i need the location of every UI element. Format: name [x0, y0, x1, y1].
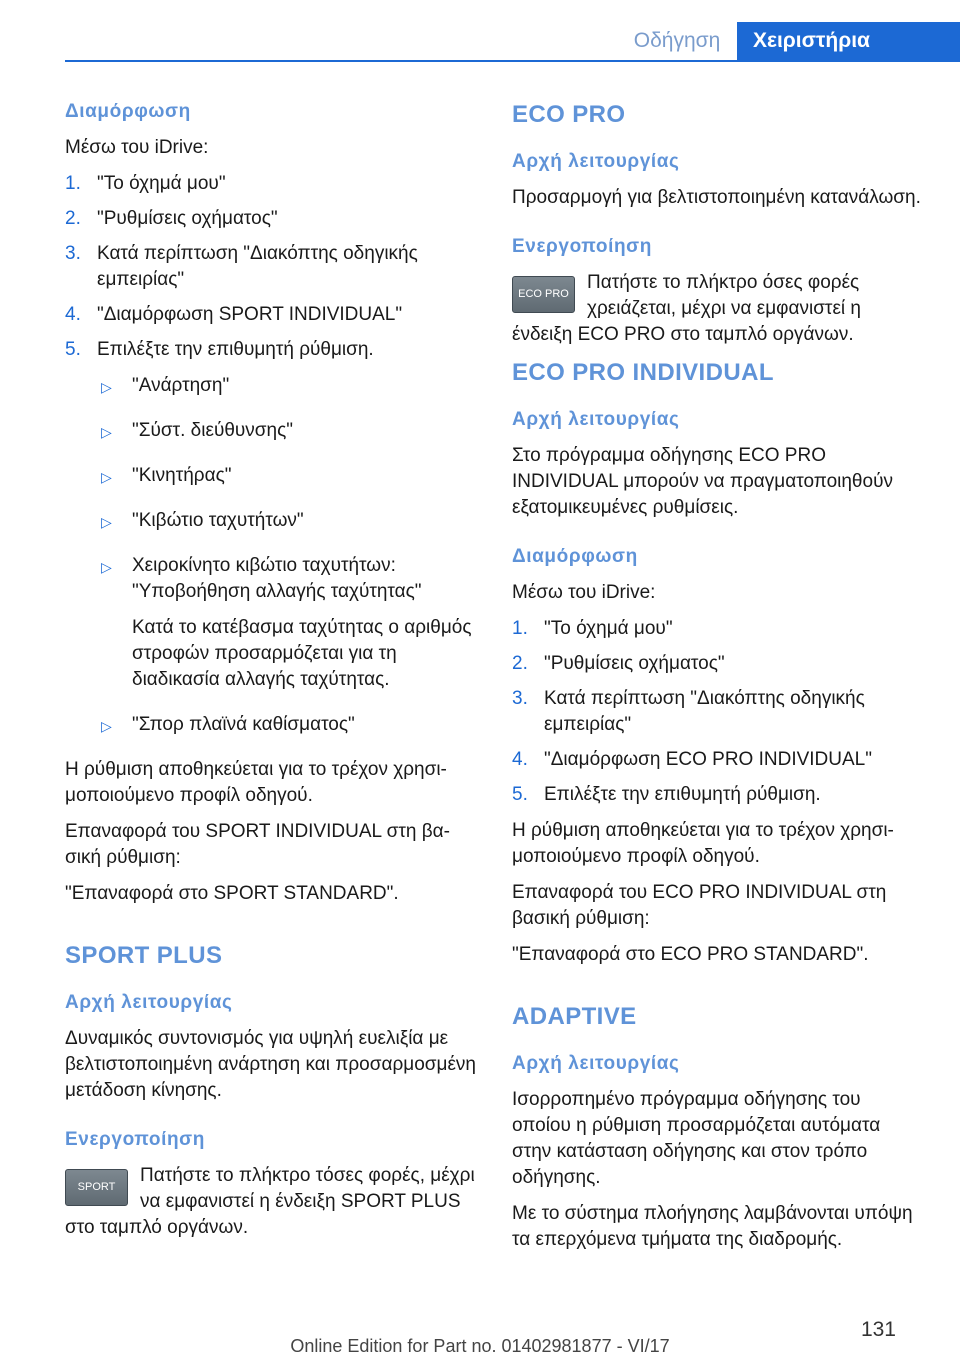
- step-item: 5. Επιλέξτε την επιθυμητή ρύθμιση.: [512, 784, 821, 805]
- step-item: 5. Επιλέξτε την επιθυμητή ρύθμιση.: [65, 339, 374, 360]
- left-column: [65, 100, 477, 1251]
- option-subnote: Κατά το κατέβασμα ταχύτητας ο αριθμός στροφών προσαρμόζεται για τη διαδικασία αλλαγής ταχύτητας.: [132, 617, 472, 690]
- activation-heading: Ενεργοποίηση: [512, 236, 652, 257]
- adaptive-heading: ADAPTIVE: [512, 1003, 637, 1030]
- triangle-bullet-icon: ▷: [101, 424, 112, 440]
- saved-note: Η ρύθμιση αποθηκεύεται για το τρέχον χρησιμοποιούμενο προφίλ οδηγού.: [65, 759, 447, 806]
- config-heading: Διαμόρφωση: [512, 546, 638, 567]
- tab-controls[interactable]: Χειριστήρια: [737, 22, 960, 60]
- eco-activation: [512, 270, 922, 348]
- step-item: 3. Κατά περίπτωση "Διακόπτης οδηγικής εμπειρίας": [512, 688, 865, 735]
- principle-heading: Αρχή λειτουργίας: [512, 409, 680, 430]
- config-heading: Διαμόρφωση: [65, 101, 191, 122]
- right-column: [512, 100, 922, 1263]
- step-item: 2. "Ρυθμίσεις οχήματος": [512, 653, 725, 674]
- adaptive-navigation-note: Με το σύστημα πλοήγησης λαμβάνονται υπόψη τα επερχόμενα τμήματα της διαδρομής.: [512, 1203, 913, 1250]
- reset-note: Επαναφορά του SPORT INDIVIDUAL στη βασική ρύθμιση:: [65, 821, 450, 868]
- page-header: [0, 0, 960, 62]
- eco-pro-button-icon: ECO PRO: [512, 276, 575, 313]
- via-idrive-text: Μέσω του iDrive:: [512, 582, 656, 603]
- eco-activation-text: Πατήστε το πλήκτρο όσες φορές χρειάζεται, μέχρι να εμφανιστεί η ένδειξη ECO PRO στο ταμπλό οργάνων.: [512, 272, 861, 345]
- reset-value: "Επαναφορά στο ECO PRO STANDARD".: [512, 944, 869, 965]
- reset-note: Επαναφορά του ECO PRO INDIVIDUAL στη βασική ρύθμιση:: [512, 882, 887, 929]
- step-item: 3. Κατά περίπτωση "Διακόπτης οδηγικής εμπειρίας": [65, 243, 418, 290]
- saved-note: Η ρύθμιση αποθηκεύεται για το τρέχον χρησιμοποιούμενο προφίλ οδηγού.: [512, 820, 894, 867]
- adaptive-description: Ισορροπημένο πρόγραμμα οδήγησης του οποίου η ρύθμιση προσαρμόζεται αυτόματα στην κατάσταση οδήγησης και στον τρόπο οδήγησης.: [512, 1089, 881, 1188]
- triangle-bullet-icon: ▷: [101, 469, 112, 485]
- edition-footer: Online Edition for Part no. 01402981877 - VI/17: [290, 1336, 670, 1356]
- config-steps: [65, 171, 477, 363]
- config-steps: [512, 616, 922, 808]
- triangle-bullet-icon: ▷: [101, 514, 112, 530]
- eco-pro-individual-heading: ECO PRO INDIVIDUAL: [512, 359, 774, 386]
- activation-heading: Ενεργοποίηση: [65, 1129, 205, 1150]
- setting-options: [65, 373, 477, 738]
- sport-activation-text: Πατήστε το πλήκτρο τόσες φορές, μέχρι να εμφανιστεί η ένδειξη SPORT PLUS στο ταμπλό οργάνων.: [65, 1165, 475, 1238]
- eco-pro-heading: ECO PRO: [512, 101, 626, 128]
- sport-plus-description: Δυναμικός συντονισμός για υψηλή ευελιξία με βελτιστοποιημένη ανάρτηση και προσαρμοσμένη μετάδοση κίνησης.: [65, 1028, 476, 1101]
- step-item: 1. "Το όχημά μου": [65, 173, 226, 194]
- tab-driving[interactable]: Οδήγηση: [633, 29, 721, 52]
- sport-button-icon: SPORT: [65, 1169, 128, 1206]
- triangle-bullet-icon: ▷: [101, 379, 112, 395]
- option-item: ▷ "Σύστ. διεύθυνσης": [65, 418, 477, 444]
- triangle-bullet-icon: ▷: [101, 718, 112, 734]
- eco-individual-description: Στο πρόγραμμα οδήγησης ECO PRO INDIVIDUAL μπορούν να πραγματοποιηθούν εξατομικευμένες ρυθμίσεις.: [512, 445, 893, 518]
- triangle-bullet-icon: ▷: [101, 559, 112, 575]
- principle-heading: Αρχή λειτουργίας: [65, 992, 233, 1013]
- option-item: ▷ "Κιβώτιο ταχυτήτων": [65, 508, 477, 534]
- step-item: 2. "Ρυθμίσεις οχήματος": [65, 208, 278, 229]
- sport-activation: [65, 1163, 477, 1241]
- step-item: 4. "Διαμόρφωση SPORT INDIVIDUAL": [65, 304, 403, 325]
- option-item: ▷ "Σπορ πλαϊνά καθίσματος": [65, 712, 477, 738]
- sport-plus-heading: SPORT PLUS: [65, 942, 223, 969]
- option-item: ▷ "Ανάρτηση": [65, 373, 477, 399]
- eco-pro-description: Προσαρμογή για βελτιστοποιημένη κατανάλωση.: [512, 187, 921, 208]
- step-item: 4. "Διαμόρφωση ECO PRO INDIVIDUAL": [512, 749, 872, 770]
- principle-heading: Αρχή λειτουργίας: [512, 1053, 680, 1074]
- option-item: ▷ "Κινητήρας": [65, 463, 477, 489]
- via-idrive-text: Μέσω του iDrive:: [65, 137, 209, 158]
- option-item: ▷ Χειροκίνητο κιβώτιο ταχυτήτων: "Υποβοήθηση αλλαγής ταχύτητας" Κατά το κατέβασμα ταχύτητας ο αριθμός στροφών προσαρμόζεται για τη διαδικασία αλλαγής ταχύτητας.: [65, 553, 477, 693]
- header-divider: [65, 60, 960, 62]
- page-number: 131: [860, 1318, 896, 1341]
- principle-heading: Αρχή λειτουργίας: [512, 151, 680, 172]
- reset-value: "Επαναφορά στο SPORT STANDARD".: [65, 883, 399, 904]
- step-item: 1. "Το όχημά μου": [512, 618, 673, 639]
